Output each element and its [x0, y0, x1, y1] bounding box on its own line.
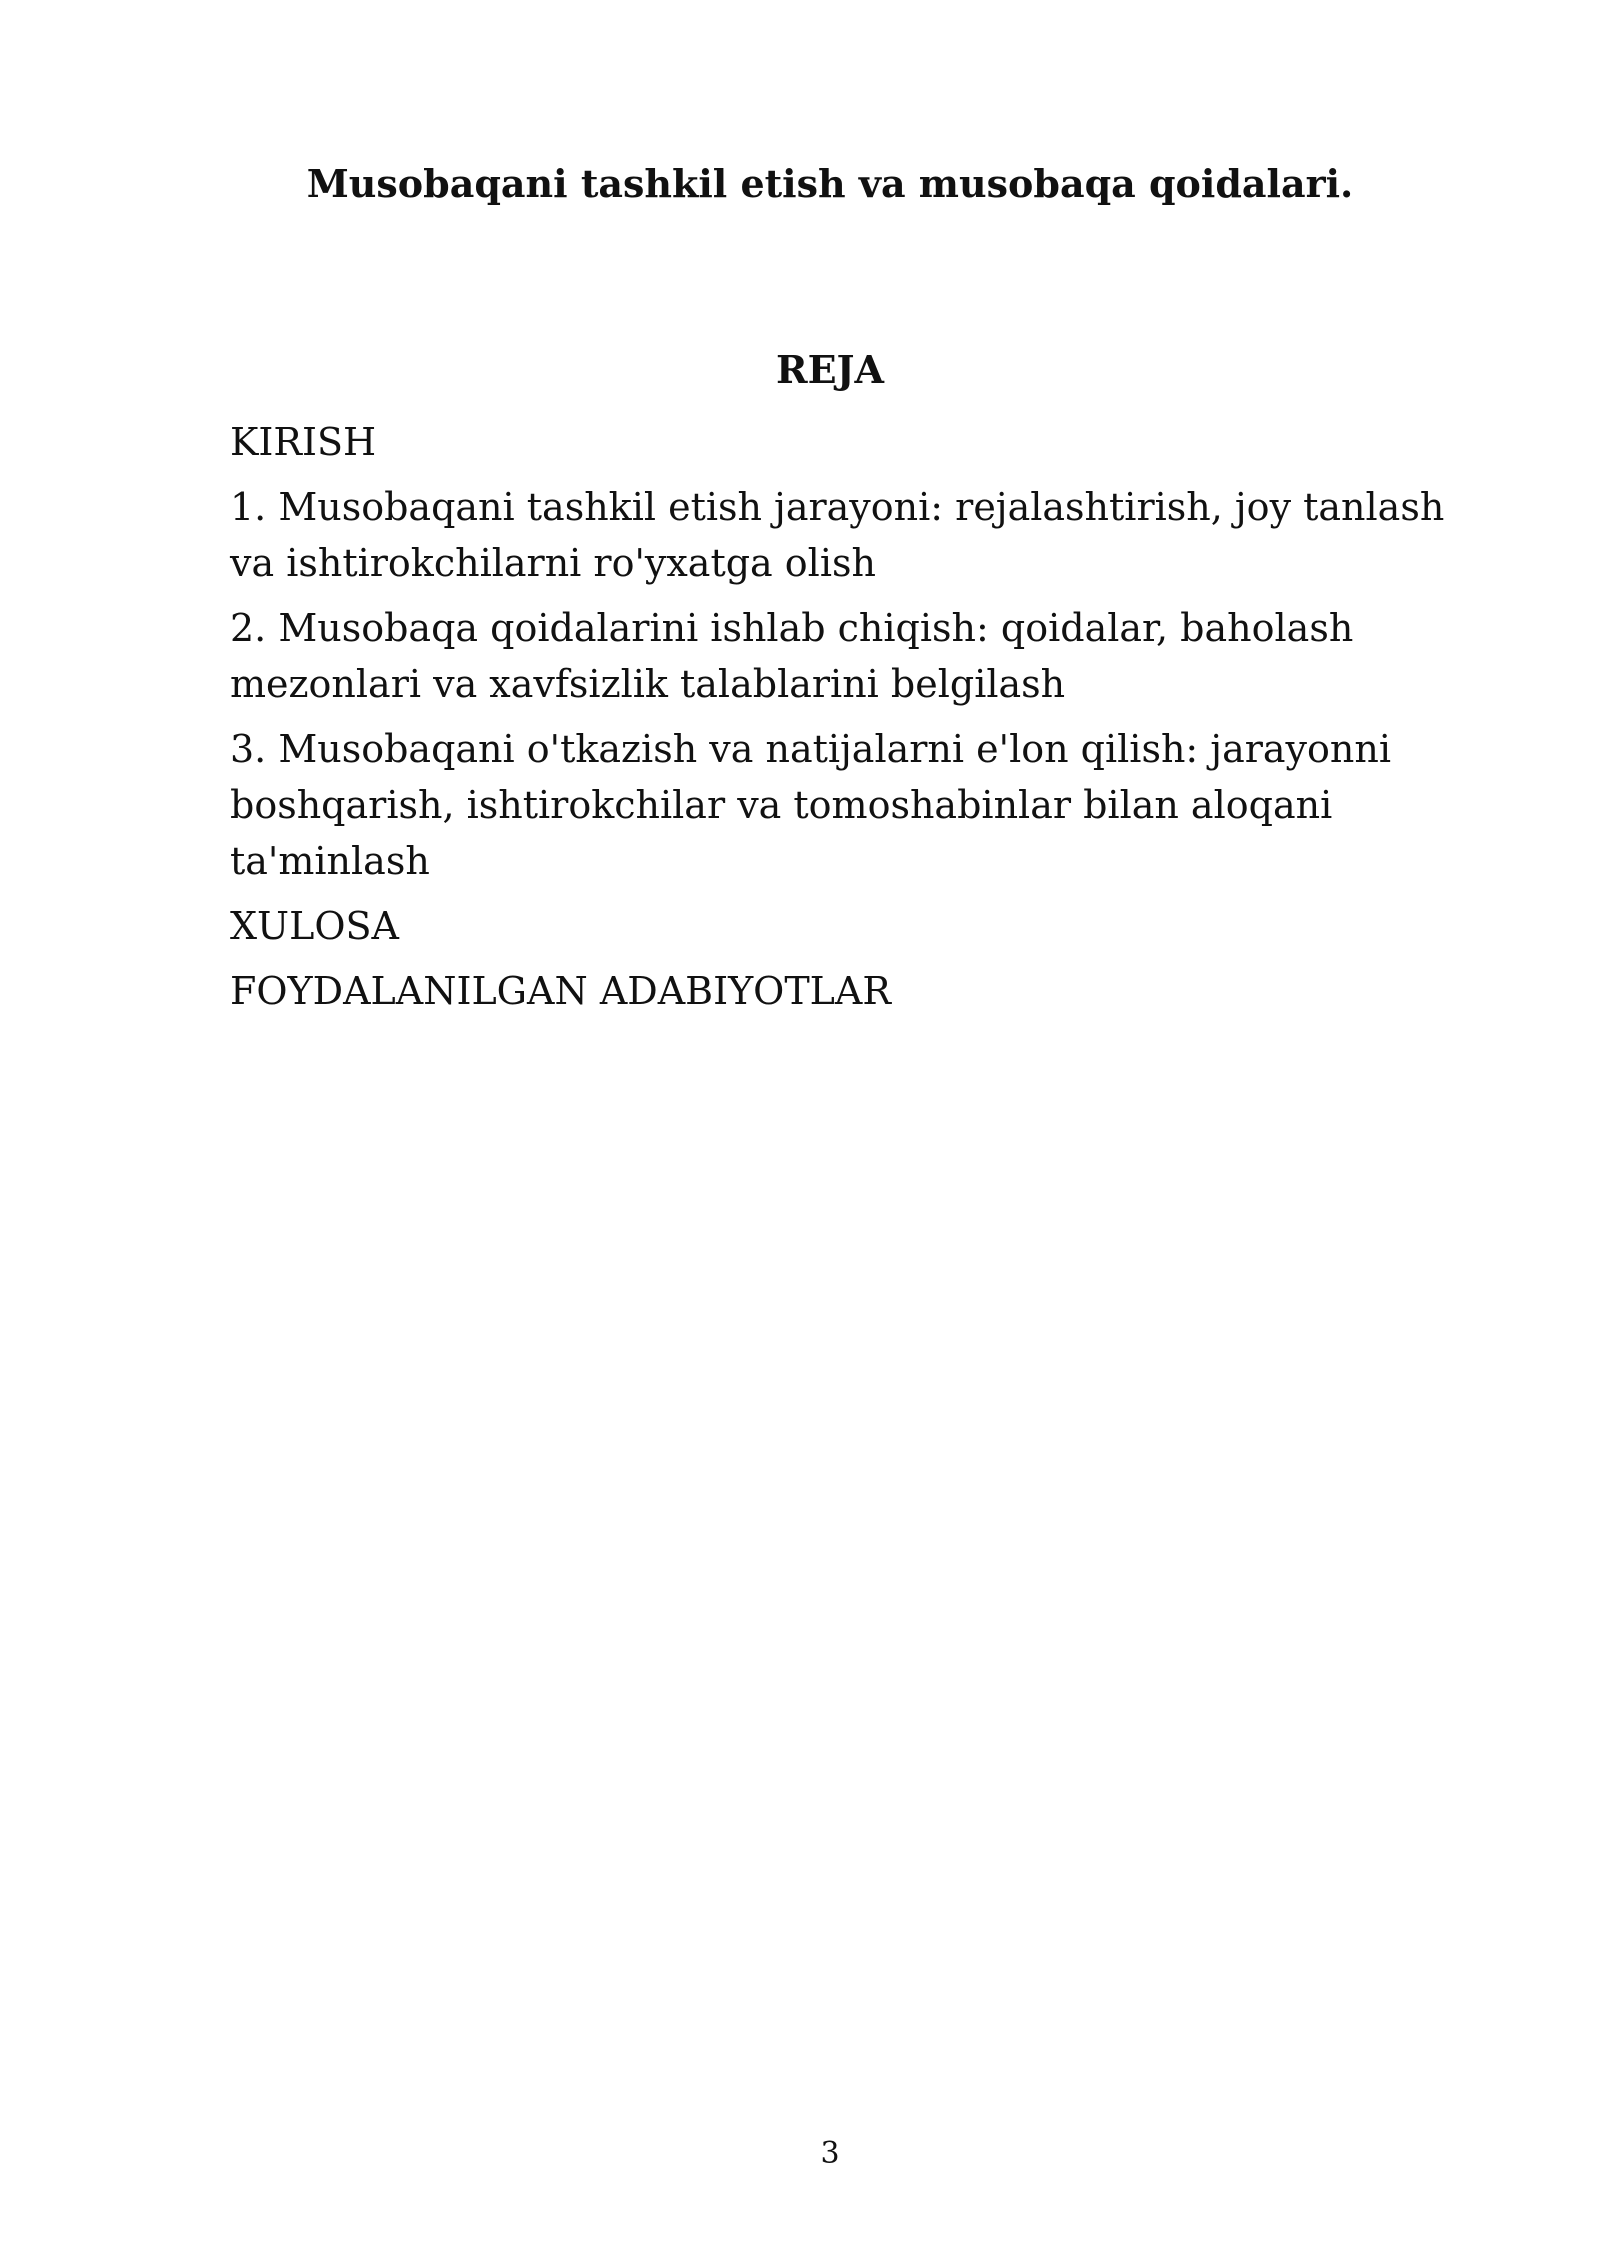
plan-item-references: FOYDALANILGAN ADABIYOTLAR	[230, 969, 891, 1013]
plan-item-2: 2. Musobaqa qoidalarini ishlab chiqish: qoidalar, baholash mezonlari va xavfsizlik talablarini belgilash	[230, 606, 1354, 706]
plan-list	[230, 414, 1480, 1028]
plan-heading: REJA	[775, 347, 884, 392]
document-title: Musobaqani tashkil etish va musobaqa qoidalari.	[306, 161, 1354, 206]
page-number: 3	[820, 2136, 840, 2171]
plan-item-3: 3. Musobaqani o'tkazish va natijalarni e'lon qilish: jarayonni boshqarish, ishtirokchilar va tomoshabinlar bilan aloqani ta'minlash	[230, 727, 1392, 883]
plan-item-conclusion: XULOSA	[230, 904, 399, 948]
plan-item-1: 1. Musobaqani tashkil etish jarayoni: rejalashtirish, joy tanlash va ishtirokchilarni ro'yxatga olish	[230, 485, 1445, 585]
plan-item-introduction: KIRISH	[230, 420, 377, 464]
